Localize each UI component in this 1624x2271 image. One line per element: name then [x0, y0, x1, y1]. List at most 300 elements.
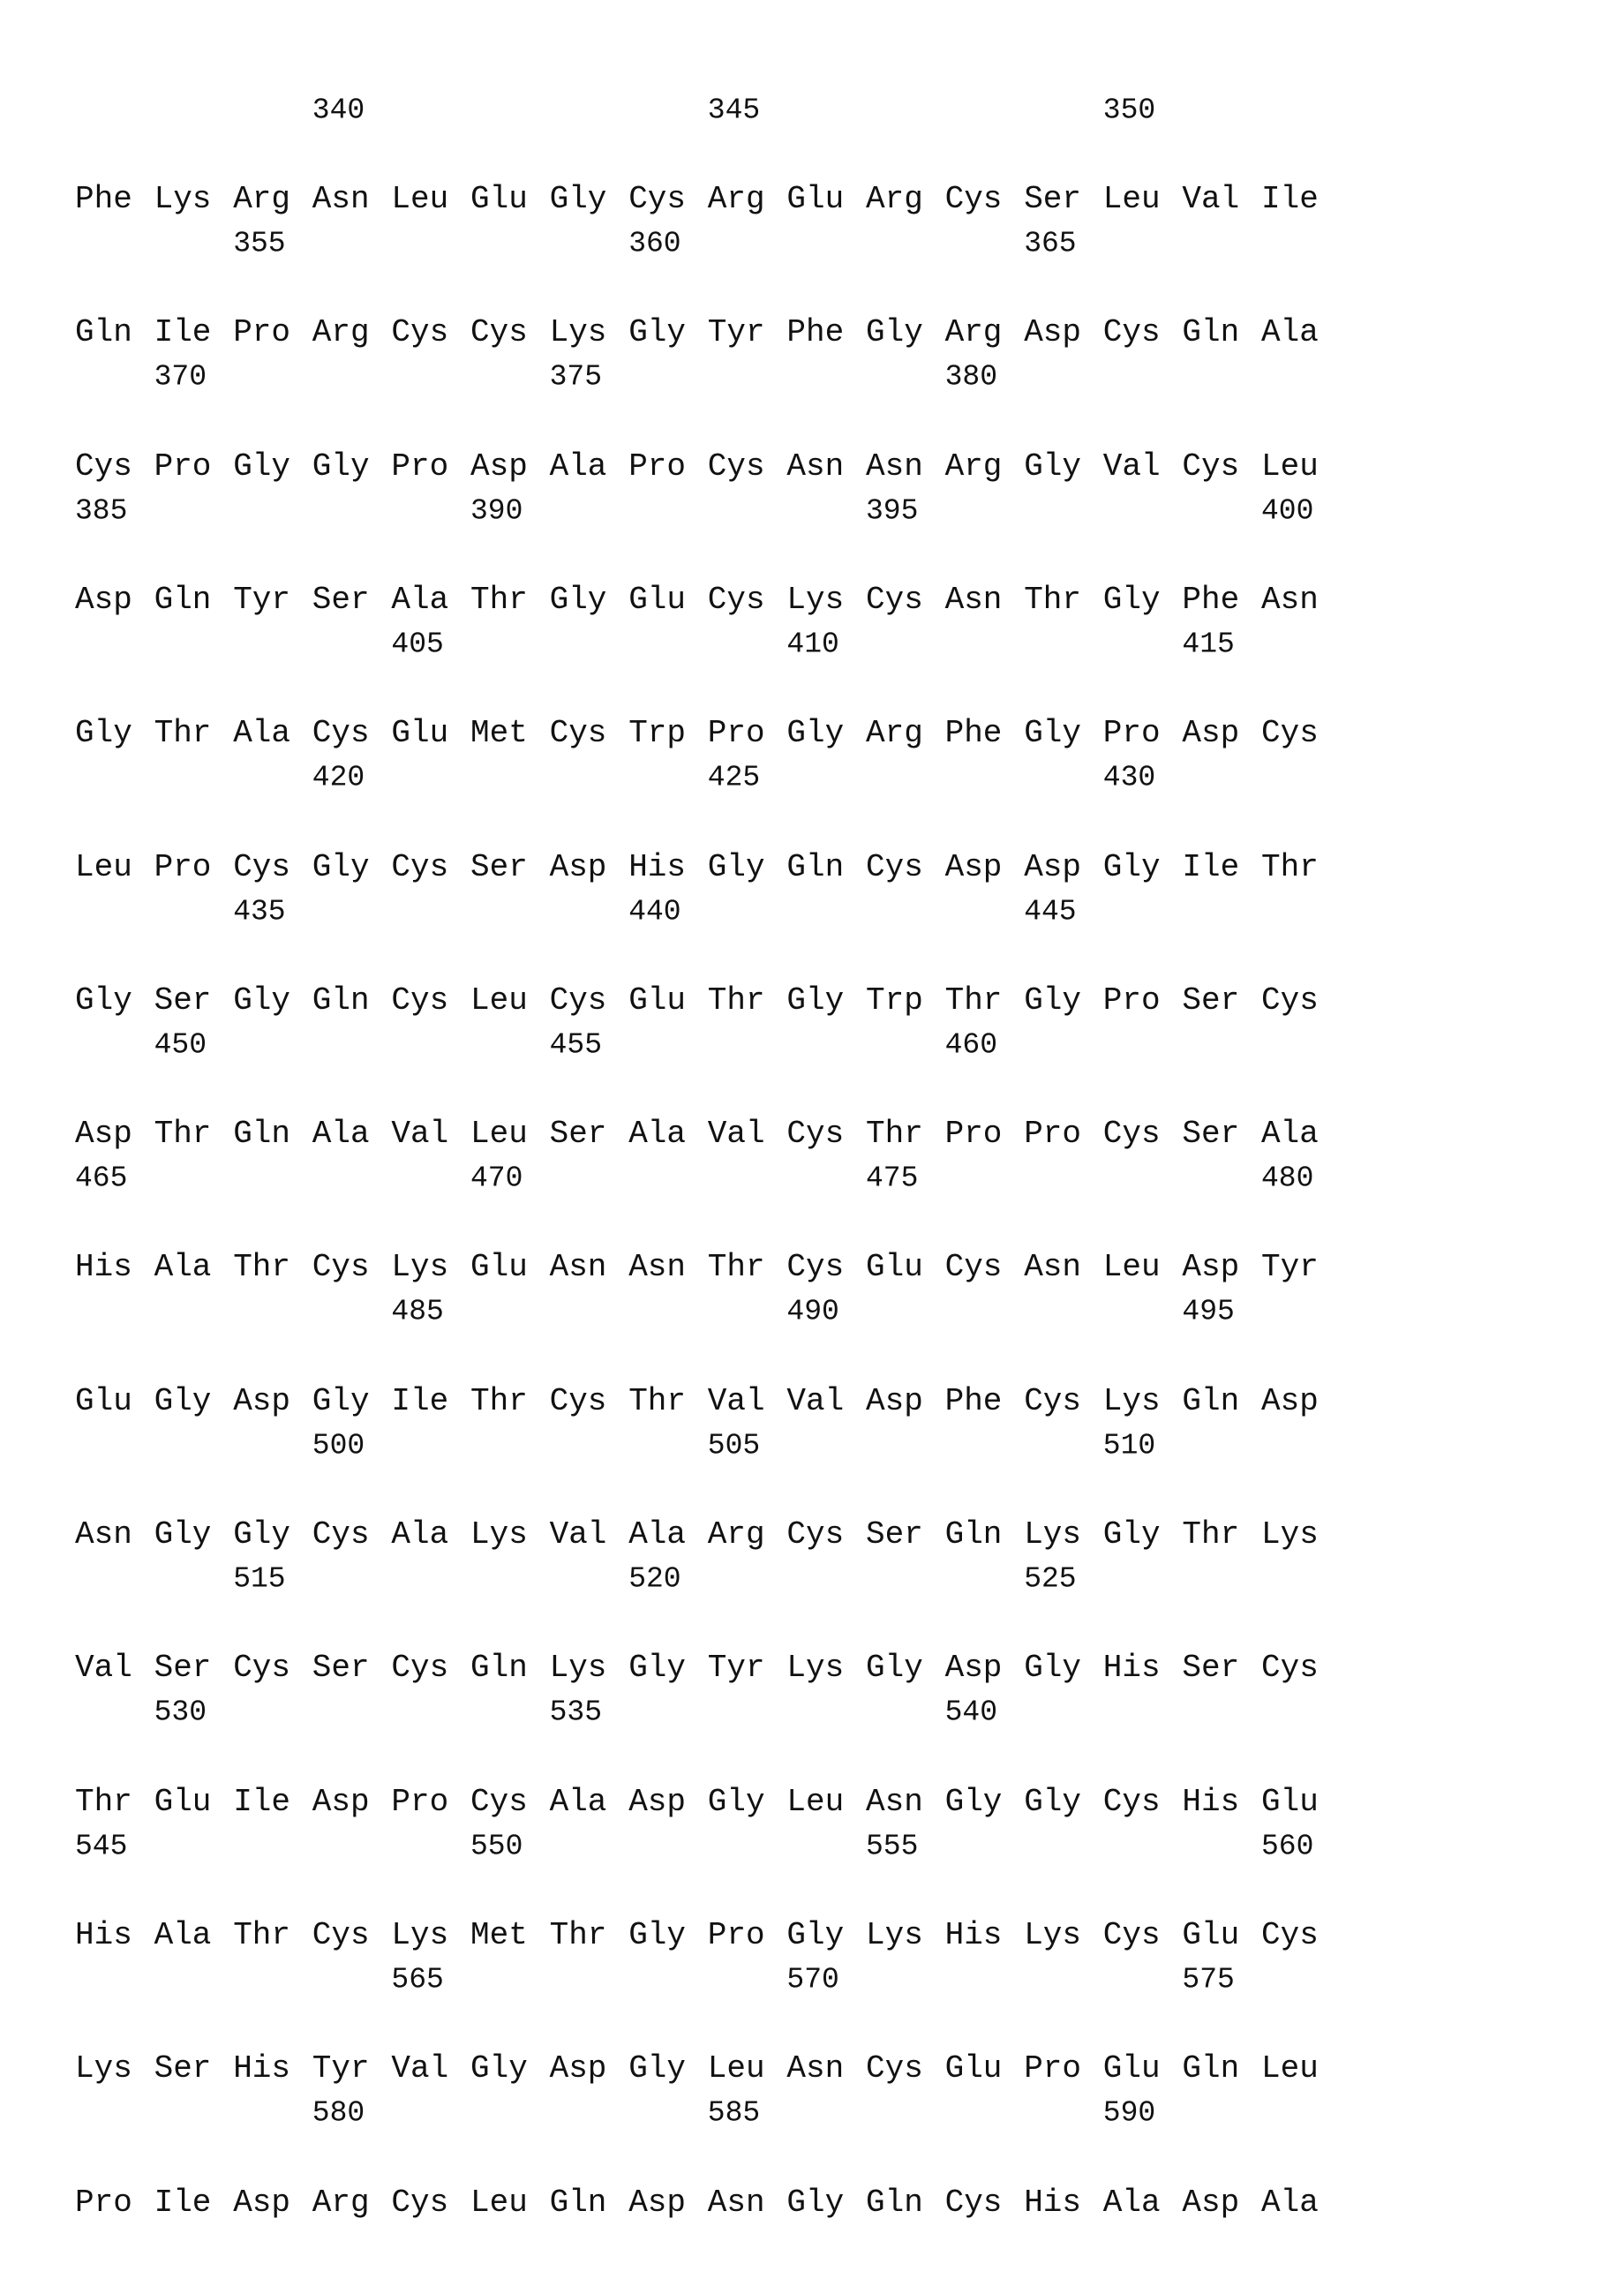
position-number: 520: [628, 1565, 680, 1594]
residue: Ile: [154, 2187, 212, 2219]
residue: Cys: [470, 317, 528, 349]
position-number: 575: [1182, 1965, 1234, 1994]
residue: Pro: [708, 1920, 765, 1951]
residue: Gly: [1103, 584, 1161, 616]
residue: Asp: [550, 852, 607, 884]
residue: Tyr: [312, 2053, 370, 2085]
residue: Gly: [1103, 1519, 1161, 1551]
residue: Gly: [550, 584, 607, 616]
residue: Trp: [866, 985, 923, 1017]
residue: Ala: [1261, 2187, 1319, 2219]
residue: Asp: [628, 2187, 686, 2219]
residue: Gly: [786, 985, 844, 1017]
residue: Asn: [1261, 584, 1319, 616]
position-number: 365: [1024, 229, 1076, 259]
position-number: 405: [391, 629, 443, 658]
position-number: 425: [708, 763, 760, 793]
residue: Ala: [391, 1519, 448, 1551]
residue: Glu: [786, 184, 844, 215]
residue: Asp: [628, 1786, 686, 1818]
residue: His: [233, 2053, 290, 2085]
residue: Thr: [470, 584, 528, 616]
residue: Val: [550, 1519, 607, 1551]
residue: Phe: [945, 718, 1003, 749]
residue: Leu: [391, 184, 448, 215]
residue: Val: [391, 1118, 448, 1150]
position-number: 410: [786, 629, 838, 658]
residue: Asn: [1024, 1252, 1081, 1283]
residue: Pro: [628, 451, 686, 483]
residue: Cys: [945, 1252, 1003, 1283]
residue: Thr: [154, 718, 212, 749]
residue: Cys: [233, 852, 290, 884]
residue: Gly: [786, 718, 844, 749]
residue: Gly: [866, 1652, 923, 1684]
residue: Ser: [1182, 985, 1239, 1017]
residue: Gln: [470, 1652, 528, 1684]
residue: Phe: [1182, 584, 1239, 616]
residue: Thr: [1182, 1519, 1239, 1551]
residue: Asn: [550, 1252, 607, 1283]
residue: Gly: [312, 451, 370, 483]
residue: Lys: [1024, 1519, 1081, 1551]
position-number: 465: [75, 1164, 127, 1193]
residue: Cys: [1261, 985, 1319, 1017]
residue: Pro: [391, 1786, 448, 1818]
residue: Glu: [628, 584, 686, 616]
residue: Pro: [1024, 1118, 1081, 1150]
residue: Cys: [786, 1519, 844, 1551]
position-number: 340: [312, 96, 365, 125]
residue: Pro: [708, 718, 765, 749]
residue: Lys: [1024, 1920, 1081, 1951]
residue: Tyr: [708, 1652, 765, 1684]
residue: Val: [708, 1386, 765, 1417]
residue: Asp: [1182, 718, 1239, 749]
residue: Glu: [866, 1252, 923, 1283]
residue: Gly: [628, 317, 686, 349]
residue: Gly: [233, 985, 290, 1017]
residue: Asn: [628, 1252, 686, 1283]
residue: Glu: [154, 1786, 212, 1818]
residue: Leu: [470, 1118, 528, 1150]
residue: Ala: [233, 718, 290, 749]
residue: Asn: [708, 2187, 765, 2219]
residue: Asp: [945, 1652, 1003, 1684]
residue: Gly: [866, 317, 923, 349]
residue: Gly: [154, 1386, 212, 1417]
residue: Lys: [391, 1252, 448, 1283]
position-number: 585: [708, 2099, 760, 2128]
position-number: 455: [550, 1030, 602, 1059]
residue: Ser: [154, 1652, 212, 1684]
residue: Cys: [391, 2187, 448, 2219]
position-number: 490: [786, 1297, 838, 1327]
residue: Asp: [1024, 852, 1081, 884]
residue: Ser: [470, 852, 528, 884]
residue: Ala: [1261, 1118, 1319, 1150]
residue: Ala: [628, 1118, 686, 1150]
residue: Ala: [1261, 317, 1319, 349]
residue: Lys: [550, 317, 607, 349]
position-number: 430: [1103, 763, 1155, 793]
residue: Leu: [1261, 451, 1319, 483]
residue: Cys: [312, 1920, 370, 1951]
residue: Asp: [1182, 2187, 1239, 2219]
residue: Ala: [550, 1786, 607, 1818]
residue: Glu: [470, 184, 528, 215]
residue: Leu: [1103, 1252, 1161, 1283]
position-number: 560: [1261, 1831, 1313, 1861]
residue: Thr: [945, 985, 1003, 1017]
residue: Asp: [312, 1786, 370, 1818]
residue: His: [75, 1252, 132, 1283]
position-number: 500: [312, 1431, 365, 1460]
residue: Cys: [708, 584, 765, 616]
residue: Gly: [628, 1652, 686, 1684]
residue: Glu: [1182, 1920, 1239, 1951]
residue: Arg: [945, 451, 1003, 483]
position-number: 450: [154, 1030, 207, 1059]
position-number: 505: [708, 1431, 760, 1460]
position-number: 530: [154, 1698, 207, 1727]
residue: His: [1024, 2187, 1081, 2219]
position-number: 350: [1103, 96, 1155, 125]
position-number: 590: [1103, 2099, 1155, 2128]
residue: Asp: [1261, 1386, 1319, 1417]
residue: Gly: [1024, 1652, 1081, 1684]
residue: Cys: [786, 1252, 844, 1283]
residue: Cys: [1103, 1920, 1161, 1951]
residue: Cys: [1103, 1786, 1161, 1818]
position-number: 390: [470, 496, 523, 525]
residue: Gly: [945, 1786, 1003, 1818]
residue: Ala: [391, 584, 448, 616]
residue: Leu: [708, 2053, 765, 2085]
residue: Cys: [312, 718, 370, 749]
position-number: 355: [233, 229, 285, 259]
residue: Tyr: [1261, 1252, 1319, 1283]
residue: Gln: [945, 1519, 1003, 1551]
residue: Cys: [550, 718, 607, 749]
residue: Gly: [154, 1519, 212, 1551]
position-number: 555: [866, 1831, 918, 1861]
residue: Cys: [708, 451, 765, 483]
position-number: 475: [866, 1164, 918, 1193]
position-number: 370: [154, 363, 207, 392]
residue: His: [945, 1920, 1003, 1951]
residue: Cys: [312, 1519, 370, 1551]
residue: His: [1182, 1786, 1239, 1818]
residue: Val: [75, 1652, 132, 1684]
residue: Gln: [233, 1118, 290, 1150]
position-number: 495: [1182, 1297, 1234, 1327]
residue: Gly: [75, 985, 132, 1017]
position-number: 580: [312, 2099, 365, 2128]
residue: Ser: [312, 1652, 370, 1684]
residue: His: [628, 852, 686, 884]
residue: Met: [470, 718, 528, 749]
residue: Gly: [708, 1786, 765, 1818]
residue: Asp: [1182, 1252, 1239, 1283]
residue: Ile: [391, 1386, 448, 1417]
residue: Pro: [945, 1118, 1003, 1150]
residue: Gly: [550, 184, 607, 215]
residue: Pro: [391, 451, 448, 483]
position-number: 565: [391, 1965, 443, 1994]
residue: Lys: [786, 1652, 844, 1684]
position-number: 415: [1182, 629, 1234, 658]
residue: Thr: [550, 1920, 607, 1951]
residue: Ala: [628, 1519, 686, 1551]
residue: Lys: [550, 1652, 607, 1684]
residue: Asn: [75, 1519, 132, 1551]
residue: Cys: [866, 584, 923, 616]
residue: Cys: [786, 1118, 844, 1150]
residue: Pro: [1024, 2053, 1081, 2085]
position-number: 440: [628, 897, 680, 926]
residue: Gln: [1182, 2053, 1239, 2085]
residue: Thr: [233, 1920, 290, 1951]
residue: Glu: [1103, 2053, 1161, 2085]
residue: Lys: [391, 1920, 448, 1951]
position-number: 435: [233, 897, 285, 926]
residue: Gln: [1182, 317, 1239, 349]
position-number: 525: [1024, 1565, 1076, 1594]
residue: Val: [786, 1386, 844, 1417]
residue: Ile: [233, 1786, 290, 1818]
residue: Ala: [1103, 2187, 1161, 2219]
residue: Asn: [866, 1786, 923, 1818]
position-number: 540: [945, 1698, 997, 1727]
residue: Pro: [154, 852, 212, 884]
residue: Cys: [945, 2187, 1003, 2219]
residue: Arg: [866, 718, 923, 749]
position-number: 550: [470, 1831, 523, 1861]
residue: Glu: [945, 2053, 1003, 2085]
residue: Gly: [233, 1519, 290, 1551]
residue: Arg: [312, 317, 370, 349]
residue: Asn: [945, 584, 1003, 616]
position-number: 345: [708, 96, 760, 125]
residue: Pro: [233, 317, 290, 349]
residue: Leu: [786, 1786, 844, 1818]
residue: Gly: [786, 1920, 844, 1951]
residue: Asp: [75, 1118, 132, 1150]
residue: Gly: [312, 1386, 370, 1417]
residue: Cys: [945, 184, 1003, 215]
residue: Cys: [1261, 718, 1319, 749]
position-number: 375: [550, 363, 602, 392]
residue: Met: [470, 1920, 528, 1951]
position-number: 485: [391, 1297, 443, 1327]
residue: Gly: [786, 2187, 844, 2219]
residue: Ile: [1261, 184, 1319, 215]
residue: Val: [708, 1118, 765, 1150]
residue: Gln: [75, 317, 132, 349]
position-number: 445: [1024, 897, 1076, 926]
residue: Ile: [154, 317, 212, 349]
position-number: 385: [75, 496, 127, 525]
residue: Asn: [786, 451, 844, 483]
residue: Asp: [470, 451, 528, 483]
position-number: 570: [786, 1965, 838, 1994]
residue: Leu: [470, 985, 528, 1017]
residue: Ser: [154, 2053, 212, 2085]
residue: Tyr: [233, 584, 290, 616]
residue: Gln: [154, 584, 212, 616]
residue: Val: [1103, 451, 1161, 483]
residue: Val: [1182, 184, 1239, 215]
residue: Lys: [786, 584, 844, 616]
position-number: 515: [233, 1565, 285, 1594]
residue: Cys: [391, 985, 448, 1017]
residue: Thr: [628, 1386, 686, 1417]
residue: Gly: [708, 852, 765, 884]
position-number: 460: [945, 1030, 997, 1059]
residue: Thr: [708, 1252, 765, 1283]
residue: Gln: [786, 852, 844, 884]
residue: Ala: [154, 1920, 212, 1951]
residue: Cys: [550, 1386, 607, 1417]
residue: Lys: [1261, 1519, 1319, 1551]
residue: Gly: [1103, 852, 1161, 884]
residue: Lys: [75, 2053, 132, 2085]
residue: Thr: [1024, 584, 1081, 616]
residue: Ala: [550, 451, 607, 483]
residue: Arg: [708, 1519, 765, 1551]
residue: Ser: [866, 1519, 923, 1551]
residue: Ser: [550, 1118, 607, 1150]
residue: Gly: [628, 2053, 686, 2085]
residue: Tyr: [708, 317, 765, 349]
residue: Trp: [628, 718, 686, 749]
residue: Thr: [75, 1786, 132, 1818]
residue: His: [75, 1920, 132, 1951]
position-number: 400: [1261, 496, 1313, 525]
residue: Phe: [786, 317, 844, 349]
position-number: 470: [470, 1164, 523, 1193]
residue: Asp: [1024, 317, 1081, 349]
residue: Gly: [470, 2053, 528, 2085]
residue: Arg: [866, 184, 923, 215]
residue: Asn: [786, 2053, 844, 2085]
residue: Gly: [628, 1920, 686, 1951]
position-number: 510: [1103, 1431, 1155, 1460]
residue: Lys: [470, 1519, 528, 1551]
residue: Cys: [1024, 1386, 1081, 1417]
position-number: 395: [866, 496, 918, 525]
residue: Gln: [550, 2187, 607, 2219]
residue: Cys: [233, 1652, 290, 1684]
position-number: 480: [1261, 1164, 1313, 1193]
residue: Ala: [154, 1252, 212, 1283]
residue: Ser: [1024, 184, 1081, 215]
residue: Gly: [1024, 718, 1081, 749]
residue: Arg: [945, 317, 1003, 349]
residue: Asp: [233, 2187, 290, 2219]
residue: Leu: [1261, 2053, 1319, 2085]
residue: Thr: [233, 1252, 290, 1283]
residue: Cys: [391, 317, 448, 349]
position-number: 535: [550, 1698, 602, 1727]
residue: Phe: [945, 1386, 1003, 1417]
residue: Asp: [550, 2053, 607, 2085]
residue: Ser: [154, 985, 212, 1017]
residue: Asp: [945, 852, 1003, 884]
residue: Lys: [866, 1920, 923, 1951]
residue: Glu: [1261, 1786, 1319, 1818]
residue: Thr: [470, 1386, 528, 1417]
residue: His: [1103, 1652, 1161, 1684]
residue: Lys: [1103, 1386, 1161, 1417]
residue: Gly: [233, 451, 290, 483]
residue: Pro: [75, 2187, 132, 2219]
residue: Pro: [1103, 985, 1161, 1017]
residue: Ser: [312, 584, 370, 616]
residue: Cys: [1182, 451, 1239, 483]
residue: Cys: [470, 1786, 528, 1818]
residue: Gly: [1024, 1786, 1081, 1818]
residue: Pro: [1103, 718, 1161, 749]
residue: Gly: [1024, 985, 1081, 1017]
residue: Glu: [75, 1386, 132, 1417]
position-number: 420: [312, 763, 365, 793]
residue: Ile: [1182, 852, 1239, 884]
residue: Arg: [233, 184, 290, 215]
residue: Lys: [154, 184, 212, 215]
residue: Gln: [312, 985, 370, 1017]
residue: Asn: [866, 451, 923, 483]
residue: Ser: [1182, 1118, 1239, 1150]
position-number: 545: [75, 1831, 127, 1861]
residue: Pro: [154, 451, 212, 483]
residue: Thr: [1261, 852, 1319, 884]
residue: Cys: [75, 451, 132, 483]
residue: Cys: [1261, 1920, 1319, 1951]
residue: Cys: [391, 852, 448, 884]
residue: Cys: [1261, 1652, 1319, 1684]
residue: Asp: [75, 584, 132, 616]
residue: Gly: [1024, 451, 1081, 483]
position-number: 360: [628, 229, 680, 259]
residue: Cys: [391, 1652, 448, 1684]
residue: Leu: [470, 2187, 528, 2219]
residue: Cys: [866, 2053, 923, 2085]
residue: Glu: [628, 985, 686, 1017]
residue: Ala: [312, 1118, 370, 1150]
residue: Val: [391, 2053, 448, 2085]
residue: Gly: [75, 718, 132, 749]
position-number: 380: [945, 363, 997, 392]
residue: Asp: [233, 1386, 290, 1417]
residue: Arg: [708, 184, 765, 215]
residue: Leu: [1103, 184, 1161, 215]
residue: Thr: [154, 1118, 212, 1150]
residue: Cys: [550, 985, 607, 1017]
residue: Asp: [866, 1386, 923, 1417]
residue: Cys: [312, 1252, 370, 1283]
residue: Glu: [470, 1252, 528, 1283]
residue: Leu: [75, 852, 132, 884]
residue: Asn: [312, 184, 370, 215]
residue: Glu: [391, 718, 448, 749]
residue: Gln: [866, 2187, 923, 2219]
residue: Thr: [708, 985, 765, 1017]
residue: Gly: [312, 852, 370, 884]
residue: Cys: [1103, 317, 1161, 349]
residue: Ser: [1182, 1652, 1239, 1684]
